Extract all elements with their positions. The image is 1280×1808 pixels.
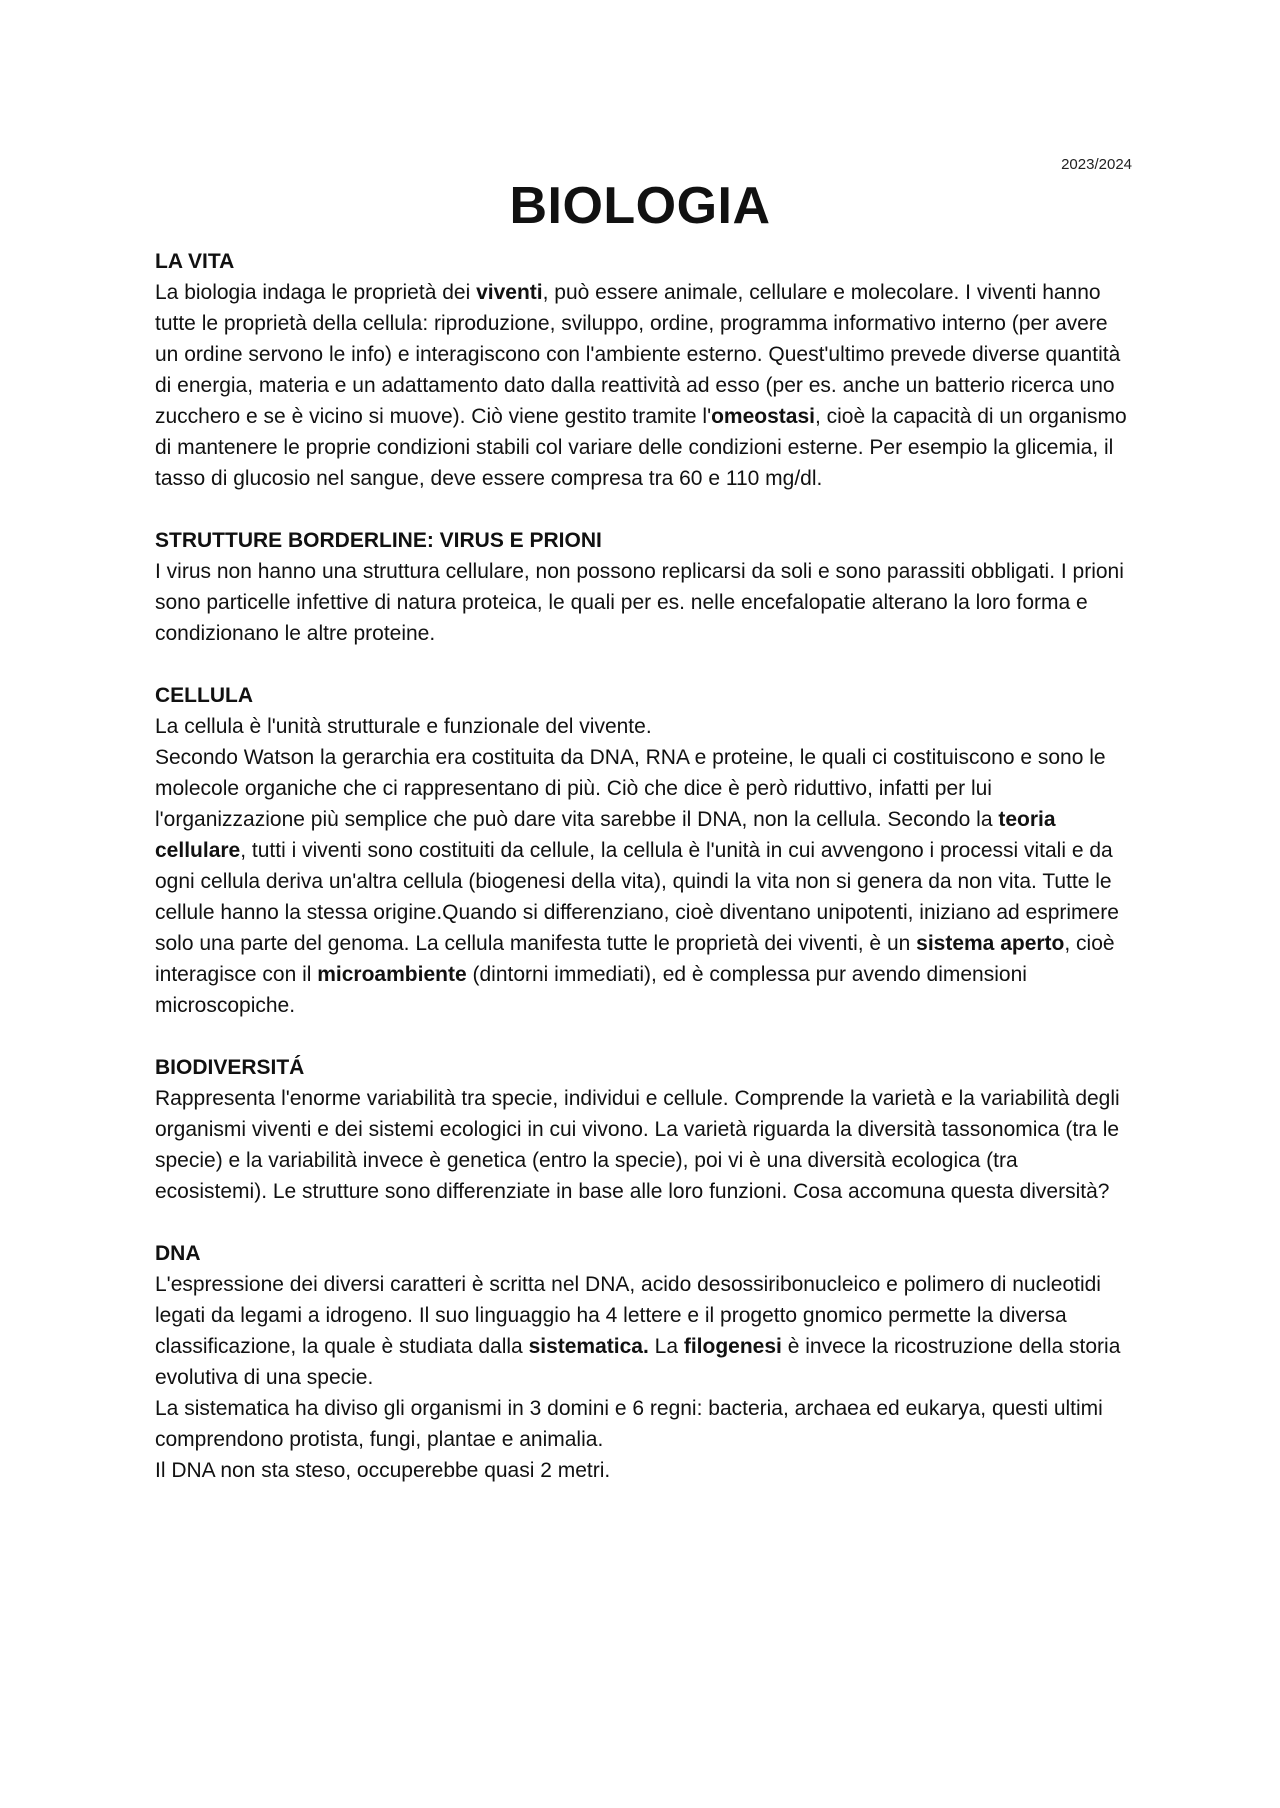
paragraph bbox=[155, 277, 1135, 494]
text-run: , può essere animale, cellulare e molecolare. I viventi hanno tutte le proprietà della cellula: riproduzione, sviluppo, ordine, programma informativo interno (per avere un ordine servono le info) e interagiscono con l'ambiente esterno. Quest'ultimo prevede diverse quantità di energia, materia e un adattamento dato dalla reattività ad esso (per es. anche un batterio ricerca uno zucchero e se è vicino si muove). Ciò viene gestito tramite l' bbox=[155, 281, 1121, 428]
text-run: L'espressione dei diversi caratteri è scritta nel DNA, acido desossiribonucleico e polimero di nucleotidi legati da legami a idrogeno. Il suo linguaggio ha 4 lettere e il progetto gnomico permette la diversa classificazione, la quale è studiata dalla bbox=[155, 1273, 1101, 1358]
text-run: La sistematica ha diviso gli organismi in 3 domini e 6 regni: bacteria, archaea ed eukarya, questi ultimi comprendono protista, fungi, plantae e animalia. bbox=[155, 1397, 1103, 1451]
text-run: (dintorni immediati), ed è complessa pur avendo dimensioni microscopiche. bbox=[155, 963, 1027, 1017]
bold-term: microambiente bbox=[317, 963, 467, 986]
section-heading: STRUTTURE BORDERLINE: VIRUS E PRIONI bbox=[155, 529, 602, 552]
section-heading: DNA bbox=[155, 1242, 201, 1265]
text-run: Rappresenta l'enorme variabilità tra specie, individui e cellule. Comprende la varietà e la variabilità degli organismi viventi e dei sistemi ecologici in cui vivono. La varietà riguarda la diversità tassonomica (tra le specie) e la variabilità invece è genetica (entro la specie), poi vi è una diversità ecologica (tra ecosistemi). Le strutture sono differenziate in base alle loro funzioni. Cosa accomuna questa diversità? bbox=[155, 1087, 1120, 1203]
paragraph bbox=[155, 1269, 1135, 1393]
bold-term: teoria cellulare bbox=[155, 808, 1056, 862]
paragraph bbox=[155, 742, 1135, 1021]
bold-term: omeostasi bbox=[711, 405, 815, 428]
text-run: Secondo Watson la gerarchia era costituita da DNA, RNA e proteine, le quali ci costituiscono e sono le molecole organiche che ci rappresentano di più. Ciò che dice è però riduttivo, infatti per lui l'organizzazione più semplice che può dare vita sarebbe il DNA, non la cellula. Secondo la bbox=[155, 746, 1106, 831]
paragraph bbox=[155, 1393, 1135, 1455]
text-run: I virus non hanno una struttura cellulare, non possono replicarsi da soli e sono parassiti obbligati. I prioni sono particelle infettive di natura proteica, le quali per es. nelle encefalopatie alterano la loro forma e condizionano le altre proteine. bbox=[155, 560, 1124, 645]
paragraph bbox=[155, 711, 1135, 742]
academic-year: 2023/2024 bbox=[1061, 156, 1132, 173]
paragraph bbox=[155, 1455, 1135, 1486]
section bbox=[155, 1052, 1135, 1207]
bold-term: filogenesi bbox=[683, 1335, 782, 1358]
text-run: La cellula è l'unità strutturale e funzionale del vivente. bbox=[155, 715, 652, 738]
bold-term: sistema aperto bbox=[916, 932, 1065, 955]
paragraph bbox=[155, 556, 1135, 649]
bold-term: viventi bbox=[476, 281, 543, 304]
text-run: , tutti i viventi sono costituiti da cellule, la cellula è l'unità in cui avvengono i processi vitali e da ogni cellula deriva un'altra cellula (biogenesi della vita), quindi la vita non si genera da non vita. Tutte le cellule hanno la stessa origine.Quando si differenziano, cioè diventano unipotenti, iniziano ad esprimere solo una parte del genoma. La cellula manifesta tutte le proprietà dei viventi, è un bbox=[155, 839, 1119, 955]
text-run: La biologia indaga le proprietà dei bbox=[155, 281, 477, 304]
section-heading: CELLULA bbox=[155, 684, 253, 707]
section bbox=[155, 680, 1135, 1021]
paragraph bbox=[155, 1083, 1135, 1207]
document-body bbox=[155, 246, 1135, 1517]
section bbox=[155, 1238, 1135, 1486]
text-run: Il DNA non sta steso, occuperebbe quasi 2 metri. bbox=[155, 1459, 611, 1482]
section bbox=[155, 246, 1135, 494]
document-title: BIOLOGIA bbox=[509, 177, 771, 235]
section-heading: LA VITA bbox=[155, 250, 235, 273]
text-run: La bbox=[648, 1335, 684, 1358]
text-run: , cioè la capacità di un organismo di mantenere le proprie condizioni stabili col variare delle condizioni esterne. Per esempio la glicemia, il tasso di glucosio nel sangue, deve essere compresa tra 60 e 110 mg/dl. bbox=[155, 405, 1127, 490]
text-run: è invece la ricostruzione della storia evolutiva di una specie. bbox=[155, 1335, 1121, 1389]
text-run: , cioè interagisce con il bbox=[155, 932, 1115, 986]
bold-term: sistematica. bbox=[528, 1335, 649, 1358]
section-heading: BIODIVERSITÁ bbox=[155, 1056, 305, 1079]
section bbox=[155, 525, 1135, 649]
